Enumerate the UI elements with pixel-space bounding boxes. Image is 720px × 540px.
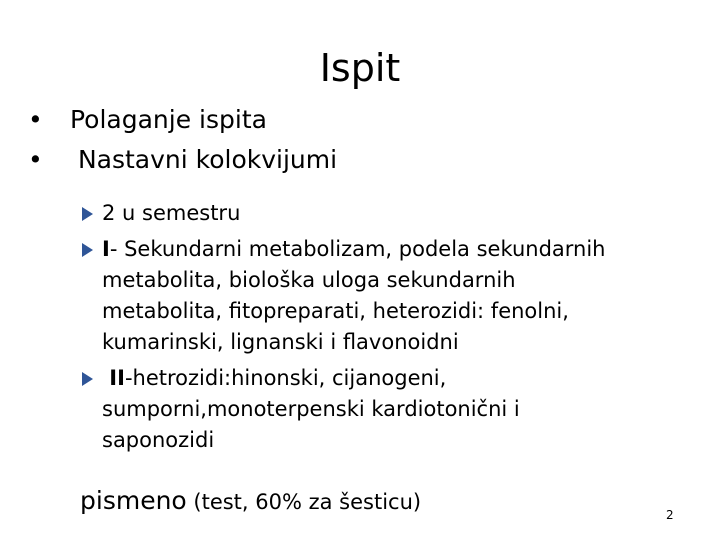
bullet-dot-icon: • xyxy=(28,105,43,134)
bullet-dot-icon: • xyxy=(28,145,43,174)
sub-bullet-line-text: -hetrozidi:hinonski, cijanogeni, xyxy=(124,366,447,390)
sub-bullet-line xyxy=(102,363,686,394)
bullet-text: Nastavni kolokvijumi xyxy=(70,145,338,174)
sub-bullet-line: 2 u semestru xyxy=(102,201,241,225)
sub-bullet-line: metabolita, fitopreparati, heterozidi: fenolni, xyxy=(102,299,569,323)
sub-bullet-line: metabolita, biološka uloga sekundarnih xyxy=(102,268,516,292)
sub-bullet-line: sumporni,monoterpenski kardiotonični i xyxy=(102,397,520,421)
sub-bullet-line-text: - Sekundarni metabolizam, podela sekundarnih xyxy=(109,237,606,261)
arrow-bullet-icon xyxy=(82,372,93,386)
bullet-list xyxy=(28,100,688,180)
sub-bullet-lead: II xyxy=(102,366,125,390)
footer-main-text: pismeno xyxy=(80,486,187,515)
sub-bullet-line: saponozidi xyxy=(102,428,215,452)
arrow-bullet-icon xyxy=(82,243,93,257)
bullet-item xyxy=(28,140,688,180)
bullet-text: Polaganje ispita xyxy=(70,105,267,134)
footer-note xyxy=(80,486,421,515)
sub-bullet-line xyxy=(102,234,686,265)
sub-bullet-item xyxy=(86,363,686,456)
sub-bullet-lead: I xyxy=(102,237,110,261)
page-number: 2 xyxy=(666,508,674,522)
sub-bullet-line: kumarinski, lignanski i flavonoidni xyxy=(102,330,459,354)
sub-bullet-list xyxy=(86,198,686,461)
footer-detail-text: (test, 60% za šesticu) xyxy=(186,490,422,514)
arrow-bullet-icon xyxy=(82,207,93,221)
sub-bullet-item xyxy=(86,198,686,229)
bullet-item xyxy=(28,100,688,140)
slide-title-text: Ispit xyxy=(319,46,401,90)
slide-title xyxy=(0,46,720,90)
sub-bullet-item xyxy=(86,234,686,358)
